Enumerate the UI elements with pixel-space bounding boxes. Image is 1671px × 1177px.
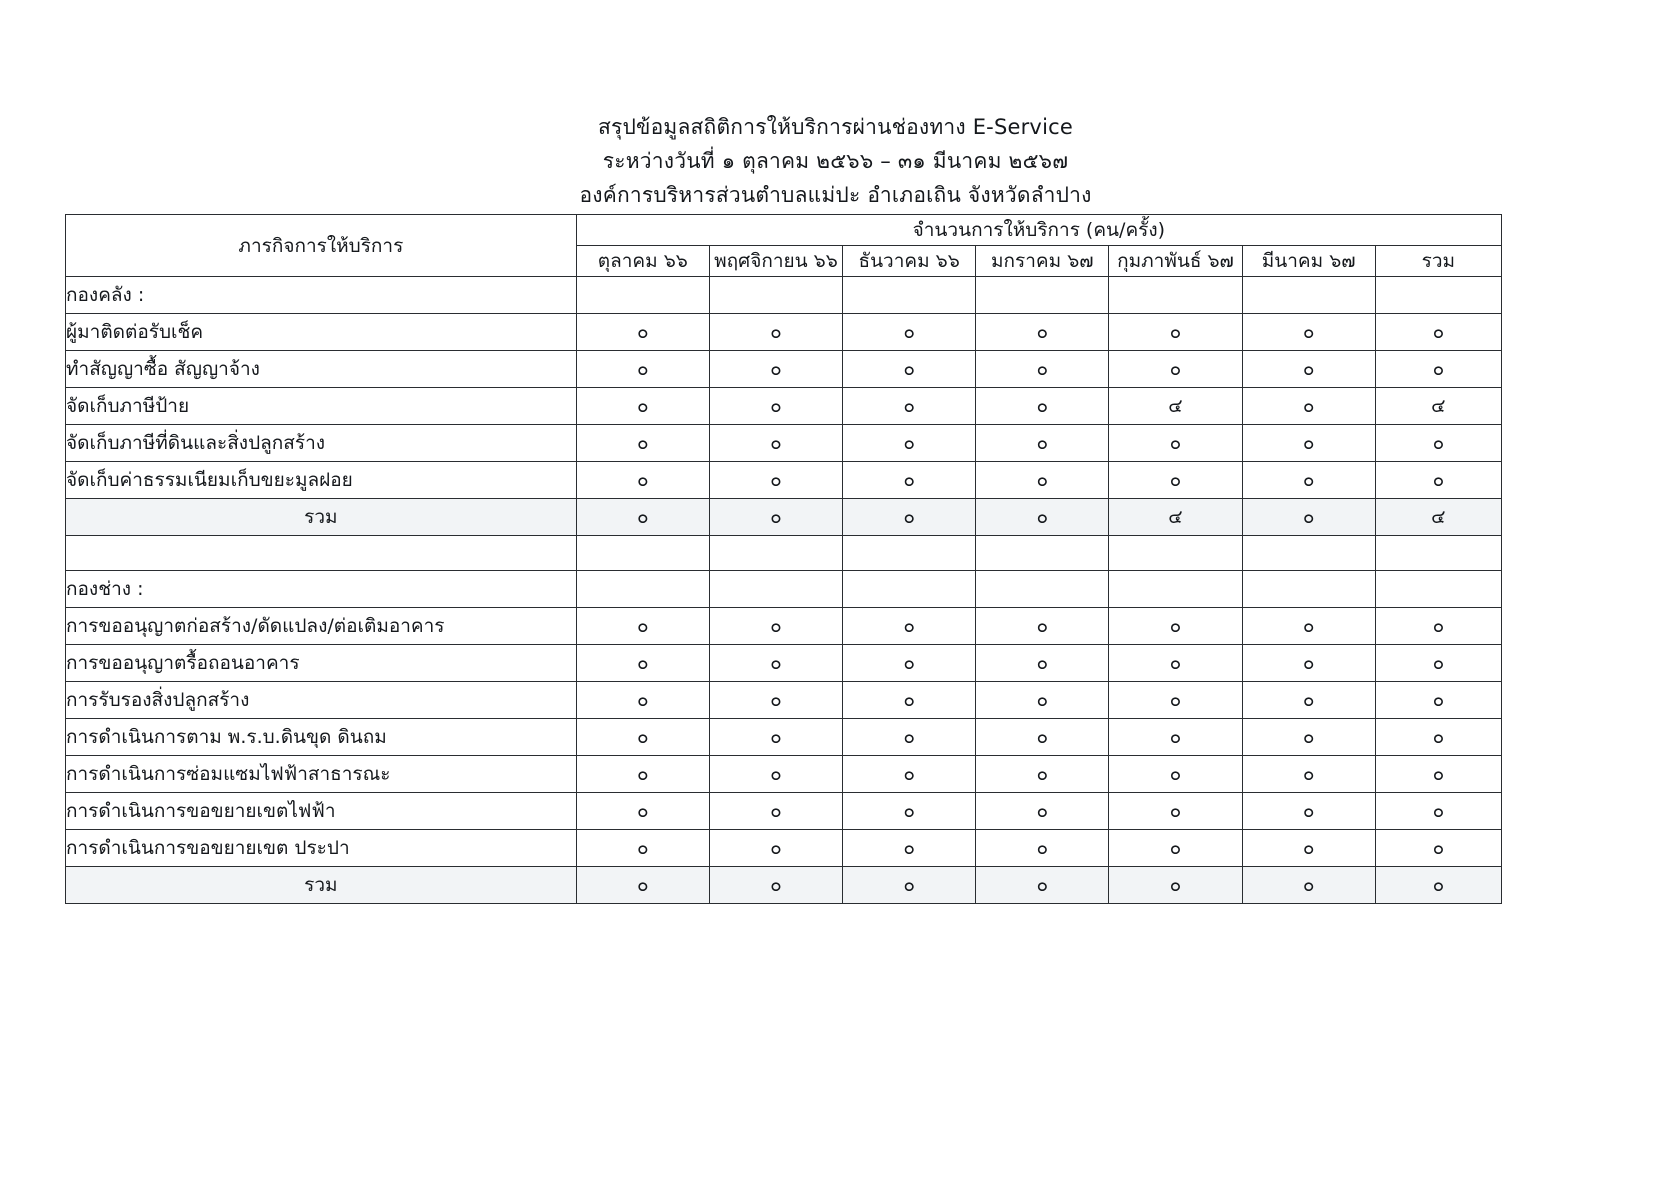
row-value: ๐ xyxy=(976,351,1109,388)
row-task-label: จัดเก็บภาษีป้าย xyxy=(66,388,577,425)
row-value: ๐ xyxy=(1109,608,1242,645)
row-value: ๐ xyxy=(576,351,709,388)
header-month-nov: พฤศจิกายน ๖๖ xyxy=(709,246,842,277)
row-value: ๐ xyxy=(1109,314,1242,351)
row-value: ๐ xyxy=(1242,719,1375,756)
row-value: ๔ xyxy=(1109,388,1242,425)
row-value: ๐ xyxy=(1242,645,1375,682)
row-value: ๐ xyxy=(843,830,976,867)
row-value: ๐ xyxy=(843,462,976,499)
sum-value: ๐ xyxy=(843,499,976,536)
row-total: ๐ xyxy=(1375,756,1501,793)
row-value: ๐ xyxy=(976,830,1109,867)
row-total: ๐ xyxy=(1375,462,1501,499)
row-value: ๐ xyxy=(976,608,1109,645)
service-statistics-table xyxy=(65,214,1502,904)
row-total: ๐ xyxy=(1375,645,1501,682)
row-task-label: การดำเนินการตาม พ.ร.บ.ดินขุด ดินถม xyxy=(66,719,577,756)
row-value: ๐ xyxy=(709,830,842,867)
row-task-label: ทำสัญญาซื้อ สัญญาจ้าง xyxy=(66,351,577,388)
table-row xyxy=(66,425,1502,462)
row-value: ๐ xyxy=(576,719,709,756)
row-value: ๐ xyxy=(976,756,1109,793)
spacer-row xyxy=(66,536,1502,571)
table-row xyxy=(66,314,1502,351)
sum-label: รวม xyxy=(66,499,577,536)
row-value: ๐ xyxy=(1242,388,1375,425)
table-row xyxy=(66,462,1502,499)
row-value: ๐ xyxy=(709,608,842,645)
sum-value: ๐ xyxy=(709,499,842,536)
sum-value: ๐ xyxy=(976,867,1109,904)
row-value: ๐ xyxy=(843,645,976,682)
row-value: ๐ xyxy=(1242,682,1375,719)
row-value: ๐ xyxy=(1242,608,1375,645)
row-value: ๐ xyxy=(576,388,709,425)
title-line-3: องค์การบริหารส่วนตำบลแม่ปะ อำเภอเถิน จังหวัดลำปาง xyxy=(579,183,1092,207)
row-value: ๐ xyxy=(1242,793,1375,830)
empty-cell xyxy=(976,536,1109,571)
table-row xyxy=(66,645,1502,682)
row-value: ๐ xyxy=(709,425,842,462)
row-total: ๔ xyxy=(1375,388,1501,425)
sum-value: ๐ xyxy=(1242,499,1375,536)
row-value: ๐ xyxy=(1109,462,1242,499)
table-row xyxy=(66,719,1502,756)
row-value: ๐ xyxy=(1109,830,1242,867)
row-value: ๐ xyxy=(709,388,842,425)
section-sum-row xyxy=(66,867,1502,904)
section-heading-row xyxy=(66,571,1502,608)
row-value: ๐ xyxy=(976,793,1109,830)
sum-value: ๐ xyxy=(576,499,709,536)
row-value: ๐ xyxy=(709,351,842,388)
empty-cell xyxy=(1109,571,1242,608)
title-line-1: สรุปข้อมูลสถิติการให้บริการผ่านช่องทาง E-Service xyxy=(598,115,1073,139)
row-task-label: การขออนุญาตก่อสร้าง/ดัดแปลง/ต่อเติมอาคาร xyxy=(66,608,577,645)
row-value: ๐ xyxy=(576,462,709,499)
row-total: ๐ xyxy=(1375,351,1501,388)
header-task-column: ภารกิจการให้บริการ xyxy=(66,215,577,277)
empty-cell xyxy=(1375,536,1501,571)
sum-value: ๔ xyxy=(1109,499,1242,536)
row-task-label: จัดเก็บภาษีที่ดินและสิ่งปลูกสร้าง xyxy=(66,425,577,462)
section-heading-treasury: กองคลัง : xyxy=(66,277,577,314)
row-value: ๐ xyxy=(1109,793,1242,830)
sum-label: รวม xyxy=(66,867,577,904)
row-value: ๐ xyxy=(843,314,976,351)
row-value: ๐ xyxy=(976,425,1109,462)
row-value: ๐ xyxy=(843,682,976,719)
table-body xyxy=(66,277,1502,904)
empty-cell xyxy=(976,277,1109,314)
row-value: ๐ xyxy=(976,719,1109,756)
section-heading-row xyxy=(66,277,1502,314)
row-value: ๐ xyxy=(576,608,709,645)
row-value: ๐ xyxy=(976,462,1109,499)
row-value: ๐ xyxy=(1109,719,1242,756)
row-value: ๐ xyxy=(576,793,709,830)
empty-cell xyxy=(843,571,976,608)
empty-cell xyxy=(1242,277,1375,314)
header-month-mar: มีนาคม ๖๗ xyxy=(1242,246,1375,277)
sum-value: ๐ xyxy=(976,499,1109,536)
table-row xyxy=(66,608,1502,645)
row-total: ๐ xyxy=(1375,719,1501,756)
row-value: ๐ xyxy=(709,756,842,793)
row-value: ๐ xyxy=(1242,314,1375,351)
row-value: ๐ xyxy=(576,314,709,351)
section-sum-row xyxy=(66,499,1502,536)
row-value: ๐ xyxy=(843,756,976,793)
row-value: ๐ xyxy=(843,351,976,388)
header-month-jan: มกราคม ๖๗ xyxy=(976,246,1109,277)
row-task-label: จัดเก็บค่าธรรมเนียมเก็บขยะมูลฝอย xyxy=(66,462,577,499)
row-task-label: การดำเนินการขอขยายเขตไฟฟ้า xyxy=(66,793,577,830)
header-total: รวม xyxy=(1375,246,1501,277)
row-value: ๐ xyxy=(709,645,842,682)
row-value: ๐ xyxy=(709,793,842,830)
row-value: ๐ xyxy=(976,682,1109,719)
row-value: ๐ xyxy=(1242,462,1375,499)
row-value: ๐ xyxy=(576,425,709,462)
row-value: ๐ xyxy=(709,314,842,351)
title-line-2: ระหว่างวันที่ ๑ ตุลาคม ๒๕๖๖ – ๓๑ มีนาคม ๒๕๖๗ xyxy=(602,149,1069,173)
row-value: ๐ xyxy=(709,682,842,719)
table-header xyxy=(66,215,1502,277)
row-value: ๐ xyxy=(576,645,709,682)
empty-cell xyxy=(576,536,709,571)
table-row xyxy=(66,793,1502,830)
row-task-label: การรับรองสิ่งปลูกสร้าง xyxy=(66,682,577,719)
header-month-oct: ตุลาคม ๖๖ xyxy=(576,246,709,277)
sum-value: ๐ xyxy=(576,867,709,904)
row-task-label: การดำเนินการซ่อมแซมไฟฟ้าสาธารณะ xyxy=(66,756,577,793)
empty-cell xyxy=(843,536,976,571)
row-value: ๐ xyxy=(1242,425,1375,462)
row-value: ๐ xyxy=(1109,756,1242,793)
empty-cell xyxy=(576,571,709,608)
row-value: ๐ xyxy=(976,314,1109,351)
sum-value: ๐ xyxy=(709,867,842,904)
document-title-block xyxy=(0,110,1671,212)
row-value: ๐ xyxy=(1109,682,1242,719)
empty-cell xyxy=(66,536,577,571)
row-total: ๐ xyxy=(1375,830,1501,867)
row-value: ๐ xyxy=(843,793,976,830)
sum-value: ๐ xyxy=(1242,867,1375,904)
row-value: ๐ xyxy=(1109,425,1242,462)
table-row xyxy=(66,388,1502,425)
row-total: ๐ xyxy=(1375,314,1501,351)
row-value: ๐ xyxy=(1242,830,1375,867)
sum-total: ๐ xyxy=(1375,867,1501,904)
row-total: ๐ xyxy=(1375,425,1501,462)
table-row xyxy=(66,756,1502,793)
empty-cell xyxy=(576,277,709,314)
section-heading-engineering: กองช่าง : xyxy=(66,571,577,608)
row-value: ๐ xyxy=(1242,351,1375,388)
table-row xyxy=(66,351,1502,388)
header-month-feb: กุมภาพันธ์ ๖๗ xyxy=(1109,246,1242,277)
row-total: ๐ xyxy=(1375,682,1501,719)
row-value: ๐ xyxy=(576,830,709,867)
row-value: ๐ xyxy=(1109,351,1242,388)
header-month-dec: ธันวาคม ๖๖ xyxy=(843,246,976,277)
row-value: ๐ xyxy=(843,388,976,425)
row-value: ๐ xyxy=(709,462,842,499)
row-value: ๐ xyxy=(976,388,1109,425)
table-row xyxy=(66,830,1502,867)
row-task-label: ผู้มาติดต่อรับเช็ค xyxy=(66,314,577,351)
row-value: ๐ xyxy=(1109,645,1242,682)
empty-cell xyxy=(843,277,976,314)
empty-cell xyxy=(709,571,842,608)
empty-cell xyxy=(1109,536,1242,571)
sum-total: ๔ xyxy=(1375,499,1501,536)
row-value: ๐ xyxy=(976,645,1109,682)
empty-cell xyxy=(1242,536,1375,571)
row-task-label: การขออนุญาตรื้อถอนอาคาร xyxy=(66,645,577,682)
row-total: ๐ xyxy=(1375,793,1501,830)
empty-cell xyxy=(709,277,842,314)
empty-cell xyxy=(1375,571,1501,608)
sum-value: ๐ xyxy=(1109,867,1242,904)
empty-cell xyxy=(709,536,842,571)
row-value: ๐ xyxy=(709,719,842,756)
row-total: ๐ xyxy=(1375,608,1501,645)
empty-cell xyxy=(976,571,1109,608)
table-row xyxy=(66,682,1502,719)
header-group-column: จำนวนการให้บริการ (คน/ครั้ง) xyxy=(576,215,1501,246)
empty-cell xyxy=(1375,277,1501,314)
row-value: ๐ xyxy=(843,719,976,756)
empty-cell xyxy=(1109,277,1242,314)
row-value: ๐ xyxy=(1242,756,1375,793)
sum-value: ๐ xyxy=(843,867,976,904)
row-value: ๐ xyxy=(843,425,976,462)
row-value: ๐ xyxy=(843,608,976,645)
row-task-label: การดำเนินการขอขยายเขต ประปา xyxy=(66,830,577,867)
row-value: ๐ xyxy=(576,682,709,719)
empty-cell xyxy=(1242,571,1375,608)
row-value: ๐ xyxy=(576,756,709,793)
